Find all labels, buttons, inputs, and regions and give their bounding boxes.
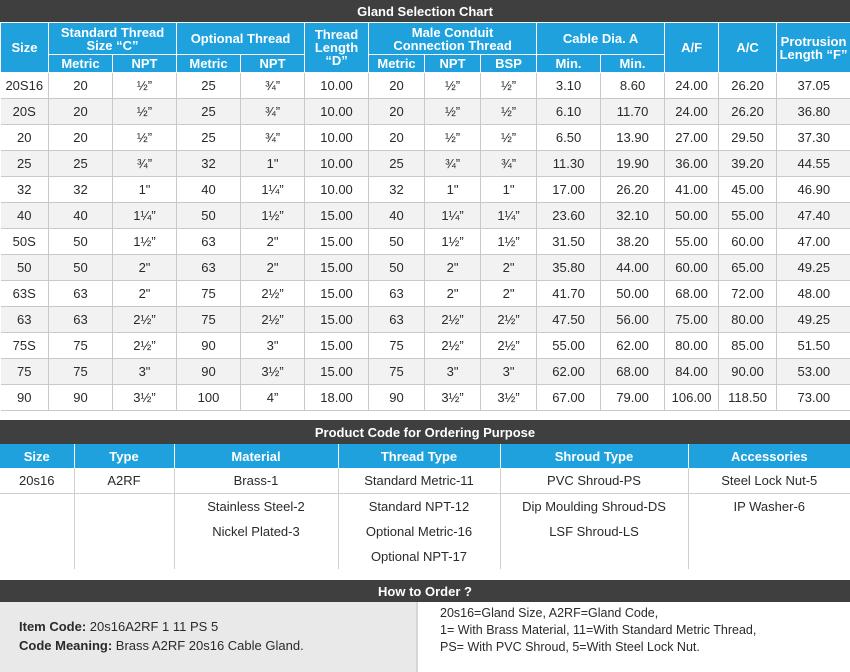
gland-table-body <box>1 73 850 411</box>
cell-std-metric: 20 <box>49 73 113 99</box>
product-code-title-text: Product Code for Ordering Purpose <box>315 425 535 440</box>
item-code-label: Item Code: <box>19 619 86 634</box>
cell-conduit-npt: 1¼” <box>425 203 481 229</box>
cell-af: 41.00 <box>665 177 719 203</box>
code-meaning-line <box>19 636 416 655</box>
cell-cable-min: 62.00 <box>537 359 601 385</box>
cell-size: 75S <box>1 333 49 359</box>
order-note: 20s16=Gland Size, A2RF=Gland Code, <box>440 605 850 622</box>
cell-std-metric: 75 <box>49 333 113 359</box>
cell-thread-length: 10.00 <box>305 73 369 99</box>
prod-cell-size <box>0 494 74 520</box>
header-thread-length: Thread Length “D” <box>305 23 369 73</box>
cell-std-npt: 1" <box>113 177 177 203</box>
prod-cell-material: Nickel Plated-3 <box>174 519 338 544</box>
cell-opt-npt: 1½” <box>241 203 305 229</box>
prod-cell-size: 20s16 <box>0 468 74 494</box>
cell-protrusion: 51.50 <box>777 333 850 359</box>
cell-opt-npt: 2" <box>241 229 305 255</box>
cell-cable-max: 68.00 <box>601 359 665 385</box>
table-row <box>0 468 850 494</box>
cell-opt-npt: 1¼” <box>241 177 305 203</box>
cell-conduit-bsp: 2½” <box>481 333 537 359</box>
cell-cable-min: 6.50 <box>537 125 601 151</box>
cell-protrusion: 49.25 <box>777 307 850 333</box>
cell-conduit-npt: 1" <box>425 177 481 203</box>
cell-cable-min: 35.80 <box>537 255 601 281</box>
cell-opt-npt: 2" <box>241 255 305 281</box>
prod-header-thread-type: Thread Type <box>338 444 500 468</box>
cell-protrusion: 36.80 <box>777 99 850 125</box>
header-size: Size <box>1 23 49 73</box>
cell-conduit-metric: 25 <box>369 151 425 177</box>
cell-conduit-metric: 63 <box>369 307 425 333</box>
cell-af: 55.00 <box>665 229 719 255</box>
cell-opt-npt: 3" <box>241 333 305 359</box>
cell-cable-max: 50.00 <box>601 281 665 307</box>
cell-size: 25 <box>1 151 49 177</box>
cell-cable-max: 13.90 <box>601 125 665 151</box>
cell-conduit-metric: 20 <box>369 99 425 125</box>
header-ac: A/C <box>719 23 777 73</box>
cell-thread-length: 15.00 <box>305 307 369 333</box>
cell-std-npt: 1¼” <box>113 203 177 229</box>
cell-opt-metric: 32 <box>177 151 241 177</box>
cell-size: 20S <box>1 99 49 125</box>
cell-std-metric: 90 <box>49 385 113 411</box>
cell-cable-min: 67.00 <box>537 385 601 411</box>
subheader-min: Min. <box>537 55 601 73</box>
cell-std-npt: ½” <box>113 73 177 99</box>
prod-cell-shroud-type: LSF Shroud-LS <box>500 519 688 544</box>
table-row <box>1 359 850 385</box>
cell-ac: 90.00 <box>719 359 777 385</box>
cell-thread-length: 15.00 <box>305 333 369 359</box>
cell-conduit-npt: 1½” <box>425 229 481 255</box>
cell-protrusion: 46.90 <box>777 177 850 203</box>
cell-cable-min: 6.10 <box>537 99 601 125</box>
cell-std-npt: 2" <box>113 255 177 281</box>
cell-conduit-metric: 50 <box>369 229 425 255</box>
table-row <box>0 544 850 569</box>
cell-conduit-npt: 3½” <box>425 385 481 411</box>
spacer <box>0 569 850 580</box>
prod-cell-thread-type: Optional NPT-17 <box>338 544 500 569</box>
cell-opt-metric: 50 <box>177 203 241 229</box>
cell-std-metric: 50 <box>49 255 113 281</box>
cell-ac: 118.50 <box>719 385 777 411</box>
table-row <box>1 333 850 359</box>
table-row <box>1 229 850 255</box>
cell-opt-npt: ¾” <box>241 99 305 125</box>
subheader-npt: NPT <box>425 55 481 73</box>
cell-af: 106.00 <box>665 385 719 411</box>
prod-cell-material: Brass-1 <box>174 468 338 494</box>
cell-opt-metric: 90 <box>177 333 241 359</box>
cell-conduit-bsp: 3½” <box>481 385 537 411</box>
cell-opt-npt: 2½” <box>241 281 305 307</box>
cell-std-npt: ¾” <box>113 151 177 177</box>
cell-ac: 55.00 <box>719 203 777 229</box>
cell-std-metric: 63 <box>49 281 113 307</box>
cell-size: 50S <box>1 229 49 255</box>
how-to-order-title-text: How to Order ? <box>378 584 472 599</box>
order-note: PS= With PVC Shroud, 5=With Steel Lock Nut. <box>440 639 850 656</box>
cell-conduit-bsp: ¾” <box>481 151 537 177</box>
cell-ac: 39.20 <box>719 151 777 177</box>
cell-ac: 65.00 <box>719 255 777 281</box>
prod-cell-size <box>0 544 74 569</box>
cell-conduit-bsp: 1" <box>481 177 537 203</box>
cell-protrusion: 47.40 <box>777 203 850 229</box>
cell-std-npt: ½” <box>113 125 177 151</box>
cell-conduit-bsp: ½” <box>481 99 537 125</box>
cell-opt-npt: 3½” <box>241 359 305 385</box>
cell-conduit-npt: ¾” <box>425 151 481 177</box>
cell-opt-metric: 25 <box>177 125 241 151</box>
prod-cell-accessories: Steel Lock Nut-5 <box>688 468 850 494</box>
prod-cell-thread-type: Standard NPT-12 <box>338 494 500 520</box>
product-code-table <box>0 444 850 569</box>
cell-thread-length: 15.00 <box>305 359 369 385</box>
cell-ac: 60.00 <box>719 229 777 255</box>
cell-thread-length: 15.00 <box>305 229 369 255</box>
cell-std-metric: 20 <box>49 125 113 151</box>
cell-ac: 29.50 <box>719 125 777 151</box>
cell-opt-metric: 63 <box>177 229 241 255</box>
code-meaning-value: Brass A2RF 20s16 Cable Gland. <box>116 638 304 653</box>
header-cable-dia: Cable Dia. A <box>537 23 665 55</box>
prod-header-shroud-type: Shroud Type <box>500 444 688 468</box>
prod-cell-thread-type: Standard Metric-11 <box>338 468 500 494</box>
order-note: 1= With Brass Material, 11=With Standard Metric Thread, <box>440 622 850 639</box>
cell-ac: 80.00 <box>719 307 777 333</box>
product-code-title <box>0 420 850 444</box>
cell-size: 40 <box>1 203 49 229</box>
subheader-npt: NPT <box>113 55 177 73</box>
cell-std-npt: ½” <box>113 99 177 125</box>
table-row <box>1 385 850 411</box>
cell-size: 75 <box>1 359 49 385</box>
prod-cell-type: A2RF <box>74 468 174 494</box>
cell-size: 20 <box>1 125 49 151</box>
table-row <box>1 177 850 203</box>
cell-protrusion: 47.00 <box>777 229 850 255</box>
cell-std-metric: 20 <box>49 99 113 125</box>
cell-conduit-bsp: 1¼” <box>481 203 537 229</box>
cell-conduit-metric: 20 <box>369 125 425 151</box>
prod-cell-accessories: IP Washer-6 <box>688 494 850 520</box>
cell-std-npt: 2" <box>113 281 177 307</box>
cell-std-metric: 75 <box>49 359 113 385</box>
cell-protrusion: 53.00 <box>777 359 850 385</box>
prod-cell-shroud-type: Dip Moulding Shroud-DS <box>500 494 688 520</box>
table-row <box>1 73 850 99</box>
cell-opt-metric: 63 <box>177 255 241 281</box>
cell-size: 50 <box>1 255 49 281</box>
header-optional-thread: Optional Thread <box>177 23 305 55</box>
table-row <box>1 307 850 333</box>
cell-conduit-bsp: 1½” <box>481 229 537 255</box>
cell-thread-length: 10.00 <box>305 99 369 125</box>
cell-cable-max: 62.00 <box>601 333 665 359</box>
cell-size: 20S16 <box>1 73 49 99</box>
table-row <box>1 99 850 125</box>
prod-cell-type <box>74 519 174 544</box>
cell-protrusion: 48.00 <box>777 281 850 307</box>
header-af: A/F <box>665 23 719 73</box>
cell-opt-metric: 90 <box>177 359 241 385</box>
cell-conduit-bsp: 2" <box>481 281 537 307</box>
table-row <box>1 281 850 307</box>
cell-conduit-npt: ½” <box>425 125 481 151</box>
cell-af: 84.00 <box>665 359 719 385</box>
cell-protrusion: 37.05 <box>777 73 850 99</box>
cell-conduit-metric: 63 <box>369 281 425 307</box>
cell-conduit-metric: 75 <box>369 359 425 385</box>
cell-cable-min: 23.60 <box>537 203 601 229</box>
prod-header-type: Type <box>74 444 174 468</box>
cell-conduit-metric: 40 <box>369 203 425 229</box>
cell-cable-max: 19.90 <box>601 151 665 177</box>
cell-conduit-metric: 90 <box>369 385 425 411</box>
prod-cell-material: Stainless Steel-2 <box>174 494 338 520</box>
cell-af: 68.00 <box>665 281 719 307</box>
cell-opt-metric: 100 <box>177 385 241 411</box>
cell-cable-min: 47.50 <box>537 307 601 333</box>
cell-conduit-npt: 2" <box>425 255 481 281</box>
table-row <box>1 125 850 151</box>
product-code-body <box>0 468 850 569</box>
cell-thread-length: 15.00 <box>305 281 369 307</box>
prod-cell-material <box>174 544 338 569</box>
cell-size: 32 <box>1 177 49 203</box>
cell-thread-length: 10.00 <box>305 177 369 203</box>
cell-cable-max: 44.00 <box>601 255 665 281</box>
prod-cell-shroud-type: PVC Shroud-PS <box>500 468 688 494</box>
cell-protrusion: 73.00 <box>777 385 850 411</box>
cell-std-npt: 2½” <box>113 307 177 333</box>
cell-conduit-npt: 2" <box>425 281 481 307</box>
header-standard-thread: Standard Thread Size “C” <box>49 23 177 55</box>
cell-ac: 85.00 <box>719 333 777 359</box>
item-code-value: 20s16A2RF 1 11 PS 5 <box>90 619 218 634</box>
cell-thread-length: 10.00 <box>305 125 369 151</box>
cell-af: 60.00 <box>665 255 719 281</box>
cell-conduit-metric: 20 <box>369 73 425 99</box>
gland-chart-title-text: Gland Selection Chart <box>357 4 493 19</box>
cell-protrusion: 37.30 <box>777 125 850 151</box>
cell-conduit-metric: 75 <box>369 333 425 359</box>
subheader-npt: NPT <box>241 55 305 73</box>
cell-cable-max: 32.10 <box>601 203 665 229</box>
order-example <box>0 602 416 672</box>
cell-size: 90 <box>1 385 49 411</box>
subheader-min: Min. <box>601 55 665 73</box>
cell-opt-metric: 25 <box>177 73 241 99</box>
cell-conduit-bsp: 3" <box>481 359 537 385</box>
cell-conduit-bsp: ½” <box>481 73 537 99</box>
prod-cell-type <box>74 544 174 569</box>
cell-size: 63S <box>1 281 49 307</box>
cell-opt-metric: 40 <box>177 177 241 203</box>
cell-af: 36.00 <box>665 151 719 177</box>
cell-thread-length: 10.00 <box>305 151 369 177</box>
cell-opt-npt: 1" <box>241 151 305 177</box>
how-to-order-panel <box>0 602 850 672</box>
cell-opt-npt: 2½” <box>241 307 305 333</box>
cell-cable-max: 79.00 <box>601 385 665 411</box>
cell-std-metric: 25 <box>49 151 113 177</box>
cell-conduit-npt: ½” <box>425 73 481 99</box>
prod-header-material: Material <box>174 444 338 468</box>
cell-conduit-metric: 32 <box>369 177 425 203</box>
gland-chart-title <box>0 0 850 22</box>
cell-std-npt: 1½” <box>113 229 177 255</box>
cell-opt-metric: 75 <box>177 307 241 333</box>
prod-cell-accessories <box>688 519 850 544</box>
cell-conduit-npt: 3" <box>425 359 481 385</box>
cell-thread-length: 18.00 <box>305 385 369 411</box>
code-meaning-label: Code Meaning: <box>19 638 112 653</box>
table-row <box>0 519 850 544</box>
cell-cable-min: 31.50 <box>537 229 601 255</box>
cell-std-npt: 3" <box>113 359 177 385</box>
subheader-metric: Metric <box>177 55 241 73</box>
cell-std-metric: 32 <box>49 177 113 203</box>
table-row <box>1 203 850 229</box>
cell-cable-max: 38.20 <box>601 229 665 255</box>
cell-opt-npt: ¾” <box>241 125 305 151</box>
cell-af: 80.00 <box>665 333 719 359</box>
cell-opt-npt: ¾” <box>241 73 305 99</box>
cell-std-metric: 40 <box>49 203 113 229</box>
cell-std-metric: 63 <box>49 307 113 333</box>
cell-af: 75.00 <box>665 307 719 333</box>
cell-size: 63 <box>1 307 49 333</box>
cell-conduit-bsp: 2" <box>481 255 537 281</box>
cell-af: 24.00 <box>665 99 719 125</box>
cell-cable-max: 11.70 <box>601 99 665 125</box>
prod-cell-accessories <box>688 544 850 569</box>
cell-ac: 72.00 <box>719 281 777 307</box>
cell-conduit-bsp: ½” <box>481 125 537 151</box>
item-code-line <box>19 617 416 636</box>
cell-opt-metric: 75 <box>177 281 241 307</box>
how-to-order-title <box>0 580 850 602</box>
cell-cable-min: 3.10 <box>537 73 601 99</box>
cell-std-npt: 3½” <box>113 385 177 411</box>
cell-af: 50.00 <box>665 203 719 229</box>
subheader-bsp: BSP <box>481 55 537 73</box>
cell-opt-metric: 25 <box>177 99 241 125</box>
cell-af: 24.00 <box>665 73 719 99</box>
cell-std-npt: 2½” <box>113 333 177 359</box>
cell-cable-min: 55.00 <box>537 333 601 359</box>
cell-cable-min: 17.00 <box>537 177 601 203</box>
cell-cable-max: 56.00 <box>601 307 665 333</box>
cell-conduit-bsp: 2½” <box>481 307 537 333</box>
spacer <box>0 411 850 420</box>
cell-conduit-npt: ½” <box>425 99 481 125</box>
cell-conduit-metric: 50 <box>369 255 425 281</box>
gland-selection-table <box>0 22 850 411</box>
prod-header-accessories: Accessories <box>688 444 850 468</box>
cell-protrusion: 44.55 <box>777 151 850 177</box>
prod-cell-size <box>0 519 74 544</box>
cell-cable-max: 8.60 <box>601 73 665 99</box>
cell-protrusion: 49.25 <box>777 255 850 281</box>
cell-conduit-npt: 2½” <box>425 333 481 359</box>
cell-ac: 26.20 <box>719 99 777 125</box>
cell-cable-max: 26.20 <box>601 177 665 203</box>
cell-ac: 45.00 <box>719 177 777 203</box>
cell-thread-length: 15.00 <box>305 203 369 229</box>
order-notes <box>416 602 850 672</box>
prod-cell-thread-type: Optional Metric-16 <box>338 519 500 544</box>
prod-header-size: Size <box>0 444 74 468</box>
cell-opt-npt: 4” <box>241 385 305 411</box>
header-male-conduit: Male Conduit Connection Thread <box>369 23 537 55</box>
prod-cell-shroud-type <box>500 544 688 569</box>
subheader-metric: Metric <box>369 55 425 73</box>
cell-cable-min: 11.30 <box>537 151 601 177</box>
subheader-metric: Metric <box>49 55 113 73</box>
cell-std-metric: 50 <box>49 229 113 255</box>
cell-ac: 26.20 <box>719 73 777 99</box>
table-row <box>1 255 850 281</box>
cell-thread-length: 15.00 <box>305 255 369 281</box>
header-protrusion: Protrusion Length “F” <box>777 23 850 73</box>
cell-cable-min: 41.70 <box>537 281 601 307</box>
cell-conduit-npt: 2½” <box>425 307 481 333</box>
table-row <box>0 494 850 520</box>
cell-af: 27.00 <box>665 125 719 151</box>
table-row <box>1 151 850 177</box>
prod-cell-type <box>74 494 174 520</box>
